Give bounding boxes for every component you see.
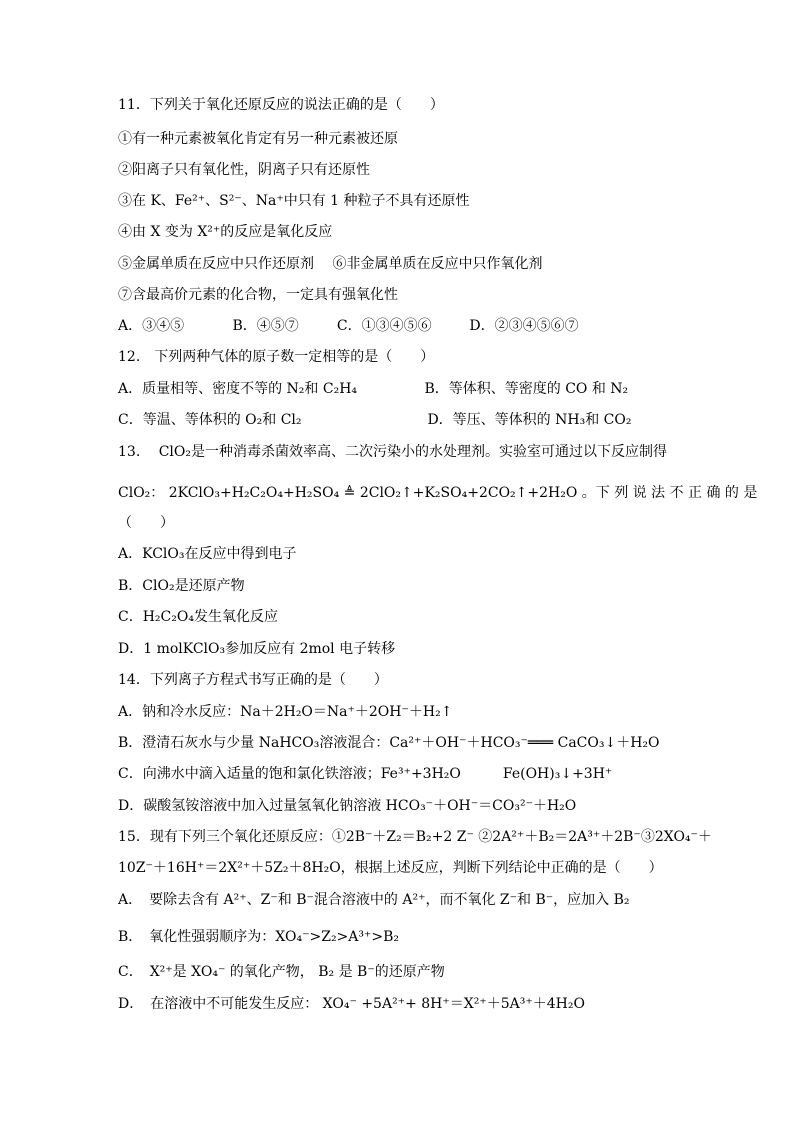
q13-equation: ClO₂： 2KClO₃+H₂C₂O₄+H₂SO₄ ≜ 2ClO₂↑+K₂SO₄+2CO₂↑+2H₂O 。下 列 说 法 不 正 确 的 是 <box>118 485 758 501</box>
q13-option-b: B．ClO₂是还原产物 <box>118 578 245 594</box>
q15-option-a: A． 要除去含有 A²⁺、Z⁻和 B⁻混合溶液中的 A²⁺，而不氧化 Z⁻和 B⁻，应加入 B₂ <box>118 892 630 908</box>
q12-option-b: B．等体积、等密度的 CO 和 N₂ <box>424 381 629 397</box>
q14-option-b: B．澄清石灰水与少量 NaHCO₃溶液混合：Ca²⁺＋OH⁻＋HCO₃⁻═══ CaCO₃↓＋H₂O <box>118 735 660 751</box>
q13-stem: 13. ClO₂是一种消毒杀菌效率高、二次污染小的水处理剂。实验室可通过以下反应制得 <box>118 444 667 460</box>
q14-option-a: A．钠和冷水反应：Na＋2H₂O＝Na⁺＋2OH⁻＋H₂↑ <box>118 704 453 720</box>
q11-option-d: D．②③④⑤⑥⑦ <box>469 318 579 334</box>
q11-option-a: A．③④⑤ <box>118 318 185 334</box>
q14-option-c: C．向沸水中滴入适量的饱和氯化铁溶液；Fe³⁺+3H₂O Fe(OH)₃↓+3H⁺ <box>118 766 613 782</box>
q14-option-d: D．碳酸氢铵溶液中加入过量氢氧化钠溶液 HCO₃⁻＋OH⁻＝CO₃²⁻＋H₂O <box>118 798 577 814</box>
q11-statement-5-6: ⑤金属单质在反应中只作还原剂 ⑥非金属单质在反应中只作氧化剂 <box>118 256 543 272</box>
q12-stem: 12. 下列两种气体的原子数一定相等的是（ ） <box>118 349 435 365</box>
q12-option-a: A．质量相等、密度不等的 N₂和 C₂H₄ <box>118 381 358 397</box>
q13-option-c: C．H₂C₂O₄发生氧化反应 <box>118 609 278 625</box>
q11-option-c: C．①③④⑤⑥ <box>336 318 432 334</box>
q12-options-row-2 <box>118 411 631 429</box>
q15-stem-line-1: 15．现有下列三个氧化还原反应：①2B⁻＋Z₂＝B₂+2 Z⁻ ②2A²⁺＋B₂＝2A³⁺＋2B⁻③2XO₄⁻＋ <box>118 829 712 845</box>
q11-stem: 11．下列关于氧化还原反应的说法正确的是（ ） <box>118 97 444 113</box>
q15-option-b: B． 氧化性强弱顺序为：XO₄⁻>Z₂>A³⁺>B₂ <box>118 929 400 945</box>
q12-option-d: D．等压、等体积的 NH₃和 CO₂ <box>427 412 632 428</box>
q11-options <box>118 317 579 335</box>
q13-option-d: D．1 molKClO₃参加反应有 2mol 电子转移 <box>118 641 396 657</box>
q11-statement-4: ④由 X 变为 X²⁺的反应是氧化反应 <box>118 224 333 240</box>
q13-option-a: A．KClO₃在反应中得到电子 <box>118 546 297 562</box>
q11-statement-1: ①有一种元素被氧化肯定有另一种元素被还原 <box>118 131 398 147</box>
q15-option-d: D． 在溶液中不可能发生反应： XO₄⁻ +5A²⁺+ 8H⁺＝X²⁺＋5A³⁺＋4H₂O <box>118 996 585 1012</box>
q11-option-b: B．④⑤⑦ <box>232 318 299 334</box>
q11-statement-2: ②阳离子只有氧化性，阴离子只有还原性 <box>118 162 370 178</box>
q14-stem: 14．下列离子方程式书写正确的是（ ） <box>118 672 388 688</box>
q11-statement-3: ③在 K、Fe²⁺、S²⁻、Na⁺中只有 1 种粒子不具有还原性 <box>118 193 470 209</box>
q15-option-c: C． X²⁺是 XO₄⁻ 的氧化产物， B₂ 是 B⁻的还原产物 <box>118 964 445 980</box>
q12-option-c: C．等温、等体积的 O₂和 Cl₂ <box>118 412 302 428</box>
q12-options-row-1 <box>118 380 628 398</box>
q13-answer-paren: （ ） <box>118 515 174 531</box>
q11-statement-7: ⑦含最高价元素的化合物，一定具有强氧化性 <box>118 287 398 303</box>
q15-stem-line-2: 10Z⁻＋16H⁺＝2X²⁺＋5Z₂＋8H₂O，根据上述反应，判断下列结论中正确的是（ ） <box>118 860 663 876</box>
